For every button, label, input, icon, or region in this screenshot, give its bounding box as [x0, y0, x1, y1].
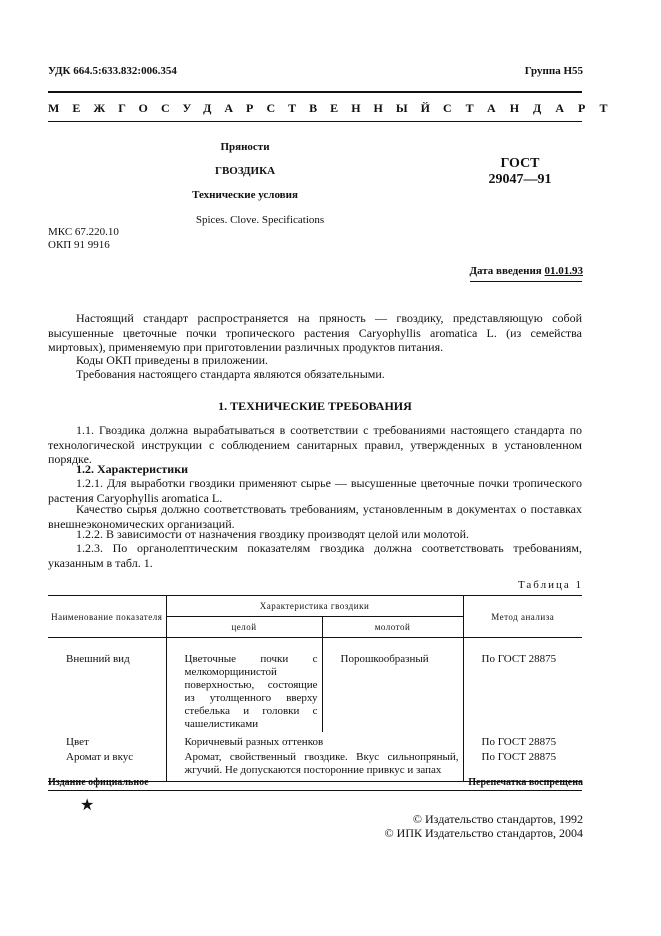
subtitle: Технические условия — [192, 189, 298, 201]
clause-1-1: 1.1. Гвоздика должна вырабатываться в соответствии с требованиями настоящего стандарта по технологической инструкции с соблюдением санитарных правил, утвержденных в установленном порядке. — [48, 423, 582, 466]
group-code: Группа Н55 — [524, 65, 583, 77]
date-label: Дата введения — [469, 265, 542, 277]
mks-code: МКС 67.220.10 — [48, 226, 119, 238]
udk-code: УДК 664.5:633.832:006.354 — [48, 65, 177, 77]
intro-paragraph-3: Требования настоящего стандарта являются обязательными. — [76, 367, 385, 381]
row-method: По ГОСТ 28875 — [463, 732, 582, 750]
header-whole: целой — [166, 617, 322, 638]
header-characteristic: Характеристика гвоздики — [166, 596, 463, 617]
table-row — [48, 638, 582, 733]
characteristics-table — [48, 595, 582, 782]
row-merged: Аромат, свойственный гвоздике. Вкус сильнопряный, жгучий. Не допускаются посторонние привкус и запах — [166, 750, 463, 782]
header-name: Наименование показателя — [48, 596, 166, 638]
row-method: По ГОСТ 28875 — [463, 750, 582, 782]
category: Пряности — [220, 141, 270, 153]
quality-paragraph: Качество сырья должно соответствовать требованиям, установленным в документах о поставках внешнеэкономических организаций. — [48, 502, 582, 531]
copyright-2004: © ИПК Издательство стандартов, 2004 — [384, 826, 583, 840]
row-name: Цвет — [66, 736, 89, 748]
english-title: Spices. Clove. Specifications — [195, 214, 325, 226]
clause-1-2-3: 1.2.3. По органолептическим показателям гвоздика должна соответствовать требованиям, указанным в табл. 1. — [48, 541, 582, 570]
star-icon: ★ — [80, 797, 95, 814]
table-row — [48, 732, 582, 750]
banner-left: МЕЖГОСУДАРСТВЕННЫЙ — [48, 101, 443, 115]
clause-1-2-2: 1.2.2. В зависимости от назначения гвоздику производят целой или молотой. — [76, 527, 470, 541]
intro-paragraph-2: Коды ОКП приведены в приложении. — [76, 353, 269, 367]
row-ground: Порошкообразный — [322, 638, 463, 733]
date-value: 01.01.93 — [544, 265, 583, 277]
row-method: По ГОСТ 28875 — [463, 638, 582, 733]
banner-right: СТАНДАРТ — [442, 101, 622, 115]
clause-1-2-heading: 1.2. Характеристики — [76, 462, 189, 476]
gost-number: 29047—91 — [488, 172, 552, 187]
row-whole: Цветочные почки с мелкоморщинистой поверхностью, состоящие из утолщенного вверху стебелька и головки с чашелистиками — [166, 638, 322, 733]
row-merged: Коричневый разных оттенков — [166, 732, 463, 750]
banner — [48, 101, 622, 116]
introduction-date — [469, 264, 583, 278]
top-rule — [48, 91, 582, 93]
footer-rule — [48, 790, 582, 791]
product-name: ГВОЗДИКА — [214, 165, 276, 177]
gost-label: ГОСТ — [500, 156, 540, 171]
clause-1-2-1: 1.2.1. Для выработки гвоздики применяют сырье — высушенные цветочные почки тропического растения Caryophyllis aromatica L. — [48, 476, 582, 505]
table-caption: Таблица 1 — [517, 579, 583, 591]
banner-rule — [48, 121, 582, 122]
row-name: Аромат и вкус — [48, 750, 166, 782]
section-heading: 1. ТЕХНИЧЕСКИЕ ТРЕБОВАНИЯ — [218, 399, 412, 413]
reprint-prohibited: Перепечатка воспрещена — [468, 777, 583, 788]
official-edition: Издание официальное — [48, 777, 149, 788]
okp-code: ОКП 91 9916 — [48, 239, 110, 251]
date-rule — [470, 281, 582, 282]
header-method: Метод анализа — [463, 596, 582, 638]
header-ground: молотой — [322, 617, 463, 638]
row-name: Внешний вид — [66, 653, 130, 665]
copyright-1992: © Издательство стандартов, 1992 — [412, 812, 583, 826]
intro-paragraph-1: Настоящий стандарт распространяется на пряность — гвоздику, представляющую собой высушенные цветочные почки тропического растения Caryophyllis aromatica L. (из семейства миртовых), применяемую при приготовлении различных продуктов питания. — [48, 311, 582, 354]
